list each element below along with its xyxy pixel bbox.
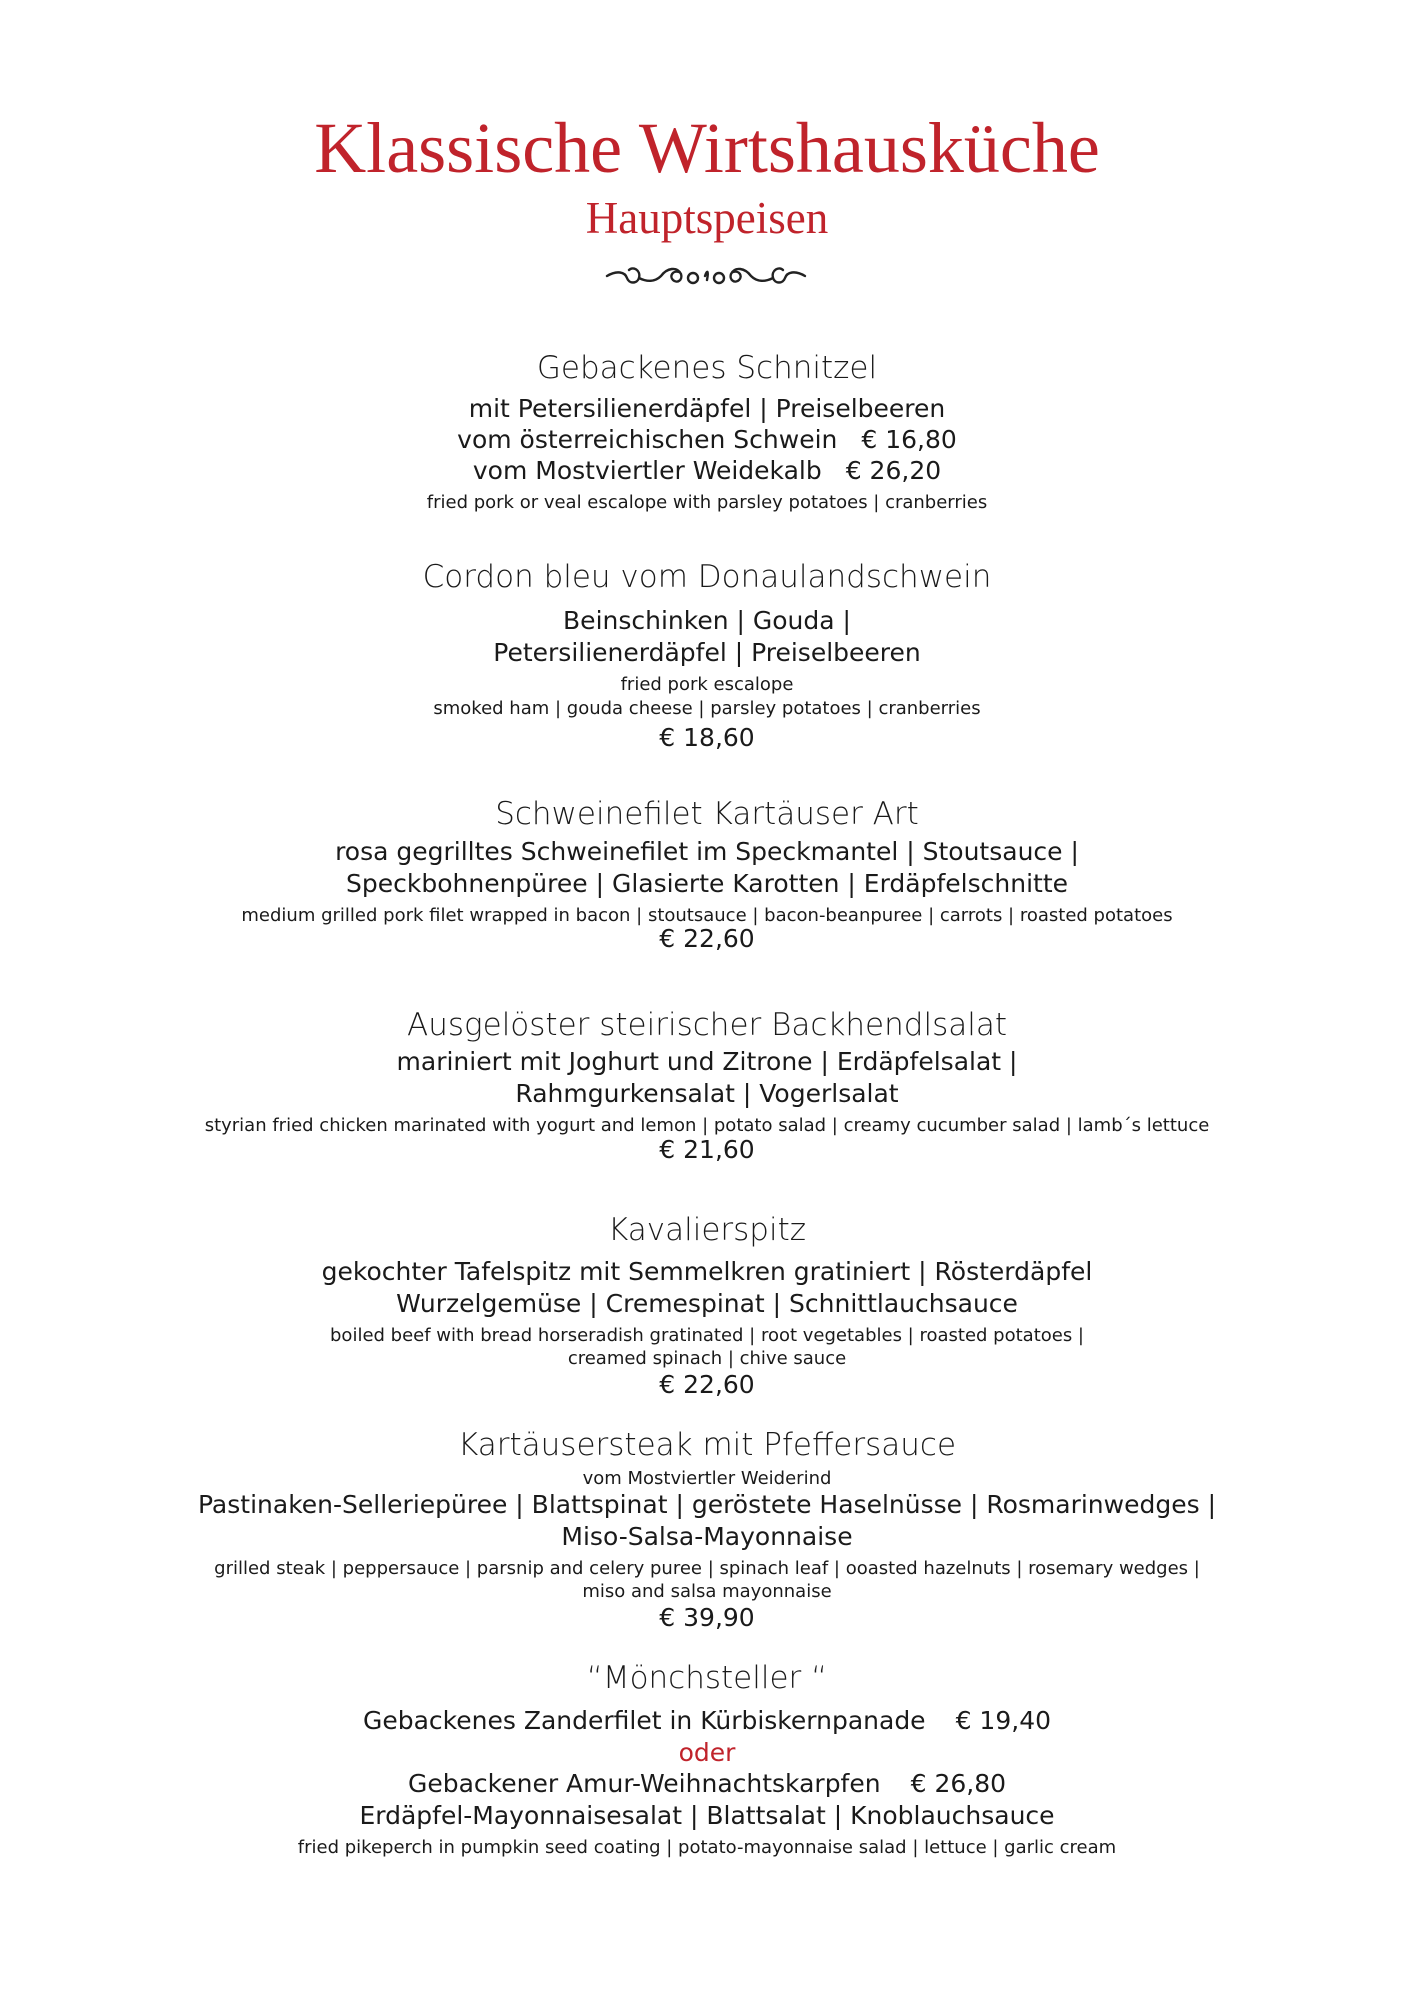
option-price: € 19,40 (955, 1706, 1052, 1735)
dish-name: Ausgelöster steirischer Backhendlsalat (407, 1007, 1007, 1043)
menu-subtitle: Hauptspeisen (585, 193, 829, 243)
dish-description: Speckbohnenpüree | Glasierte Karotten | Erdäpfelschnitte (346, 869, 1068, 898)
dish-description: Petersilienerdäpfel | Preiselbeeren (493, 638, 921, 667)
dish-description: mariniert mit Joghurt und Zitrone | Erdäpfelsalat | (396, 1047, 1018, 1076)
option-price: € 26,80 (910, 1769, 1007, 1798)
dish-name: Kavalierspitz (607, 1212, 807, 1248)
dish-english: smoked ham | gouda cheese | parsley potatoes | cranberries (433, 698, 981, 719)
dish-description: Rahmgurkensalat | Vogerlsalat (515, 1079, 899, 1108)
dish-name: Gebackenes Schnitzel (536, 350, 878, 386)
dish-price: € 22,60 (659, 1370, 755, 1399)
dish-description: Miso-Salsa-Mayonnaise (561, 1522, 853, 1551)
dish-note: vom Mostviertler Weiderind (582, 1468, 832, 1489)
dish-english: fried pikeperch in pumpkin seed coating | potato-mayonnaise salad | lettuce | garlic cream (297, 1837, 1117, 1858)
dish-english: boiled beef with bread horseradish gratinated | root vegetables | roasted potatoes | (330, 1325, 1084, 1346)
dish-price: € 22,60 (659, 924, 755, 953)
dish-description: Wurzelgemüse | Cremespinat | Schnittlauchsauce (396, 1289, 1018, 1318)
dish-english: creamed spinach | chive sauce (567, 1348, 847, 1369)
dish-english: fried pork or veal escalope with parsley potatoes | cranberries (426, 492, 988, 513)
option-price: € 16,80 (861, 425, 957, 454)
dish-name: Kartäusersteak mit Pfeffersauce (457, 1427, 957, 1463)
option-label: Gebackener Amur-Weihnachtskarpfen (407, 1769, 881, 1798)
dish-option (0, 455, 1414, 486)
dish-english: medium grilled pork filet wrapped in bacon | stoutsauce | bacon-beanpuree | carrots | roasted potatoes (241, 905, 1173, 926)
dish-description: gekochter Tafelspitz mit Semmelkren gratiniert | Rösterdäpfel (321, 1257, 1093, 1286)
dish-price: € 18,60 (659, 723, 755, 752)
dish-name: “Mönchsteller “ (586, 1660, 828, 1696)
dish-price: € 21,60 (659, 1135, 755, 1164)
dish-price: € 39,90 (659, 1603, 755, 1632)
dish-description: Pastinaken-Selleriepüree | Blattspinat | geröstete Haselnüsse | Rosmarinwedges | (197, 1490, 1216, 1519)
option-label: vom österreichischen Schwein (457, 425, 838, 454)
dish-english: fried pork escalope (620, 674, 794, 695)
dish-description: mit Petersilienerdäpfel | Preiselbeeren (468, 394, 946, 423)
dish-option (0, 424, 1414, 455)
dish-english: styrian fried chicken marinated with yogurt and lemon | potato salad | creamy cucumber salad | lamb´s lettuce (204, 1115, 1210, 1136)
dish-description: Erdäpfel-Mayonnaisesalat | Blattsalat | Knoblauchsauce (359, 1801, 1055, 1830)
option-label: Gebackenes Zanderfilet in Kürbiskernpanade (362, 1706, 926, 1735)
dish-option (0, 1768, 1414, 1799)
dish-description: rosa gegrilltes Schweinefilet im Speckmantel | Stoutsauce | (335, 837, 1079, 866)
dish-option (0, 1705, 1414, 1736)
option-price: € 26,20 (845, 456, 942, 485)
dish-english: miso and salsa mayonnaise (582, 1581, 832, 1602)
menu-title: Klassische Wirtshausküche (314, 108, 1100, 188)
dish-english: grilled steak | peppersauce | parsnip and celery puree | spinach leaf | ooasted hazelnuts | rosemary wedges | (214, 1558, 1200, 1579)
dish-description: Beinschinken | Gouda | (563, 606, 851, 635)
flourish-ornament-icon (603, 252, 809, 288)
option-label: vom Mostviertler Weidekalb (472, 456, 822, 485)
dish-name: Cordon bleu vom Donaulandschwein (422, 559, 992, 595)
option-separator: oder (678, 1738, 736, 1767)
dish-name: Schweinefilet Kartäuser Art (495, 796, 919, 832)
